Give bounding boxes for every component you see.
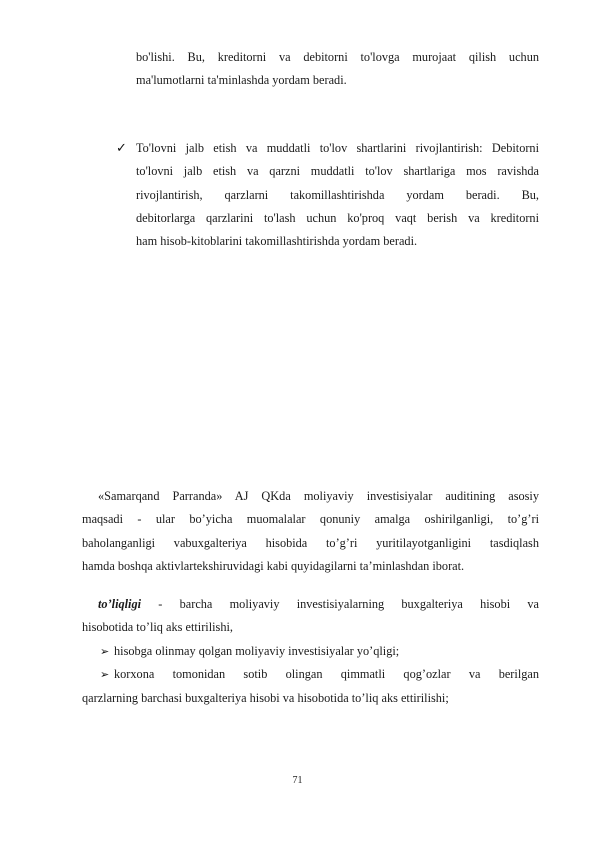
text-line: To'lovni jalb etish va muddatli to'lov shartlarini rivojlantirish: Debitorni [136,141,539,155]
text-line: ma'lumotlarni ta'minlashda yordam beradi. [136,73,347,88]
check-mark-icon: ✓ [116,141,127,156]
completeness-paragraph [82,593,539,640]
text-line: maqsadi - ular bo’yicha muomalalar qonuniy amalga oshirilganligi, to’g’ri [82,512,539,527]
term-definition: - barcha moliyaviy investisiyalarning buxgalteriya hisobi va [141,597,539,611]
text-line [82,593,539,616]
bullet-item [114,663,539,686]
arrow-bullet-icon: ➢ [100,668,110,681]
paragraph-continuation [136,46,539,93]
text-line: baholanganligi vabuxgalteriya hisobida to’g’ri yuritilayotganligini tasdiqlash [82,535,539,550]
text-line: to'lovni jalb etish va qarzni muddatli to'lov shartlariga mos ravishda [136,164,539,179]
text-line: korxona tomonidan sotib olingan qimmatli qog’ozlar va berilgan [114,667,539,681]
text-line: «Samarqand Parranda» AJ QKda moliyaviy investisiyalar auditining asosiy [98,489,539,503]
text-line: debitorlarga qarzlarini to'lash uchun ko'proq vaqt berish va kreditorni [136,210,539,225]
text-line: hisobotida to’liq aks ettirilishi, [82,620,233,635]
text-line: bo'lishi. Bu, kreditorni va debitorni to'lovga murojaat qilish uchun [136,50,539,64]
text-line: ham hisob-kitoblarini takomillashtirishda yordam beradi. [136,234,418,249]
term-completeness: to’liqligi [98,597,142,611]
text-line: hamda boshqa aktivlartekshiruvidagi kabi quyidagilarni ta’minlashdan iborat. [82,558,465,573]
bullet-item-continuation [82,687,539,710]
text-line: rivojlantirish, qarzlarni takomillashtirishda yordam beradi. Bu, [136,187,539,202]
page-number: 71 [292,775,303,786]
text-line: qarzlarning barchasi buxgalteriya hisobi va hisobotida to’liq aks ettirilishi; [82,691,449,705]
checklist-item [136,137,539,253]
text-line: hisobga olinmay qolgan moliyaviy investisiyalar yo’qligi; [114,644,400,658]
arrow-bullet-icon: ➢ [100,645,110,658]
audit-paragraph [82,485,539,578]
bullet-item [114,640,539,663]
